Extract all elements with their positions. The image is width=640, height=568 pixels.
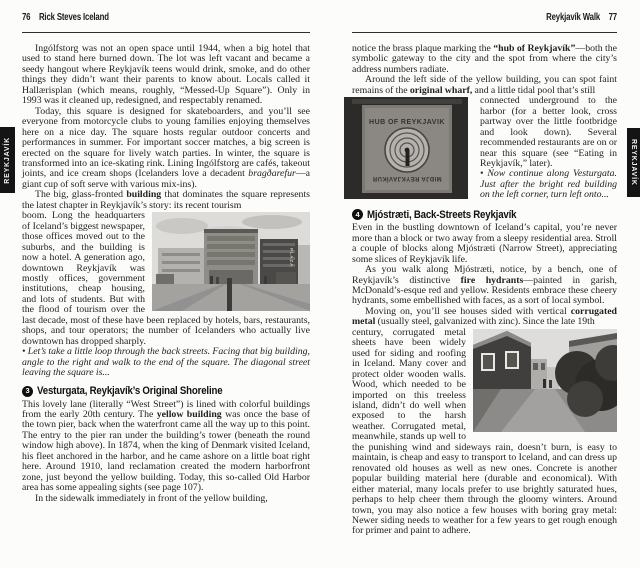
heading-mjostraeti [352, 209, 617, 220]
bush [567, 381, 603, 417]
heading-vesturgata-label: Vesturgata, Reykjavík’s Original Shoreline [37, 384, 223, 397]
stop-number-badge: 4 [352, 209, 363, 220]
plaque-bottom-text: MIÐJA REYKJAVÍKUR [372, 175, 442, 182]
paragraph-wharf-intro: Around the left side of the yellow building, you can spot faint remains of the original wharf, and a little tidal pool that’s still [352, 74, 617, 96]
chapter-title: Reykjavík Walk [546, 12, 601, 23]
paragraph-vesturgata: This lovely lane (literally “West Street”) is lined with colorful buildings from the early 20th century. The yellow building was once the base of the town pier, back when the waterfront came all the way up to this point. The entry to the pier ran under the building’s tower (beneath the round window high above). In 1874, when the king of Denmark visited Iceland, his fleet anchored in the harbor, and he came ashore on a little boat right here. Around 1910, land reclamation created the modern harborfront zone, just beyond the yellow building. Today, this so-called Old Harbor area has some appealing sights (see page 107). [22, 398, 310, 494]
photo-ingolfstorg-square [152, 212, 310, 311]
photo-mjostraeti-street [473, 329, 617, 432]
plaque-gnomon-shadow [406, 150, 410, 166]
stop-number-badge: 3 [22, 386, 33, 397]
heading-mjostraeti-label: Mjóstræti, Back-Streets Reykjavík [367, 208, 517, 221]
pedestrian [216, 277, 219, 284]
paragraph-sidewalk: In the sidewalk immediately in front of the yellow building, [35, 492, 268, 504]
page-number-right: 77 [608, 12, 617, 23]
header-left [22, 12, 310, 33]
page-left [22, 12, 310, 504]
book-title: Rick Steves Iceland [38, 12, 109, 23]
paragraph-downtown: Even in the bustling downtown of Iceland’s capital, you’re never more than a block or two away from a sleepy residential area. Stroll a couple of blocks along Mjóstræti (Narrow Street), appreciating some slices of Reykjavík life. [352, 222, 617, 265]
mjostraeti-street-illustration [473, 329, 617, 432]
page-number-left: 76 [22, 12, 31, 23]
paragraph-metal-wrap: century, corrugated metal sheets have been widely used for siding and roofing in Iceland. Many cover and protect older wooden walls. Wood, which needed to be imported on this treeless island, didn’t do well when exposed to the harsh weather. Corrugated metal, meanwhile, stands up well to the punishing wind and sideways rain, doesn’t burn, is easy to maintain, is cheap and easy to transport to Iceland, and can dress up renovated old houses as well as new ones. Concrete is another popular building material here (durable and economical). With either material, many locals prefer to use brightly saturated hues, perhaps to help cheer them through the gloomy winters. Around town, you may also notice a few houses with boring gray metal: Newer siding needs to weather for a few years to get rough enough for primer and paint to adhere. [352, 326, 617, 537]
pedestrian [549, 380, 552, 388]
paragraph-metal-intro: Moving on, you’ll see houses sided with vertical corrugated metal (usually steel, galvanized with zinc). Since the late 19th [352, 305, 617, 328]
pedestrian [210, 276, 213, 284]
right-page-body [352, 44, 617, 537]
photo-hub-plaque [344, 97, 468, 199]
paragraph-wharf-wrap: connected underground to the harbor (for a better look, cross partway over the little footbridge and look down). Several recommended restaurants are on or near this square (see “Eating in Reykjavík,” later). [480, 95, 617, 169]
section-tab-right [627, 128, 640, 197]
walking-directions-right: • Now continue along Vesturgata. Just after the bright red building on the left corner, turn left onto... [480, 168, 617, 201]
left-page-body [22, 44, 310, 504]
hub-plaque-illustration [344, 97, 468, 199]
paragraph-building-wrap: boom. Long the headquarters of Iceland’s biggest newspaper, those offices moved out to the suburbs, and the building is now a hotel. A generation ago, downtown Reykjavík was mostly offices, government institutions, cheap housing, and lots of students. But with the flood of tourism over the last decade, most of these have been replaced by hotels, bars, restaurants, shops, and tour operators; the number of Icelanders who actually live downtown has dropped sharply. [22, 210, 310, 347]
paragraph-today-square: Today, this square is designed for skateboarders, and you’ll see everyone from motorcycle clubs to young families enjoying themselves here on a nice day. The square hosts regular outdoor concerts and performances in summer. For important soccer matches, a big screen is erected on the square for lively watch parties. In winter, the square is transformed into an ice-skating rink. Lining Ingólfstorg are cafés, takeout joints, and ice cream shops (Icelanders love a decadent bragðarefur—a giant cup of soft serve with various mix-ins). [22, 105, 310, 190]
wrap-block-plaque-photo [352, 96, 617, 202]
header-right [352, 12, 617, 33]
pedestrian [543, 379, 546, 388]
heading-vesturgata [22, 386, 310, 397]
planter-left [156, 274, 174, 284]
ingolfstorg-square-illustration [152, 212, 310, 311]
plaza-sign-text: PLAZA [289, 248, 294, 268]
plaque-center-pin [405, 148, 410, 153]
paragraph-hydrants: As you walk along Mjóstræti, notice, by a bench, one of Reykjavík’s distinctive fire hydrants—painted in garish, McDonald’s-esque red and yellow. Residents embrace these cheery hydrants, some embellished with faces, as a sort of local symbol. [352, 264, 617, 307]
paragraph-ingolfstorg: Ingólfstorg was not an open space until 1944, when a big hotel that used to stand here burned down. The lot was left vacant and became a seedy hangout where Reykjavík teens would drink, smoke, and do other things they didn’t want their parents to know about. Locals called it Hallærisplan (which means, roughly, “Messed-Up Square”). Only in 1993 was it cleaned up, redesigned, and respectably renamed. [22, 43, 310, 107]
wrap-block-ingolfstorg-photo [22, 211, 310, 347]
planter-right [276, 272, 296, 284]
paragraph-building-intro: The big, glass-fronted building that dominates the square represents the latest chapter in Reykjavík’s story: its recent tourism [22, 189, 310, 211]
pedestrian [264, 276, 267, 284]
page-right [352, 12, 617, 537]
section-tab-left [0, 127, 15, 193]
walking-directions-left: • Let’s take a little loop through the back streets. Facing that big building, angle to the right and walk to the end of the square. The diagonal street leaving the square is... [22, 346, 310, 379]
plaque-top-text: HUB OF REYKJAVIK [369, 119, 445, 127]
foreground-pole [227, 278, 232, 311]
section-tab-right-label: REYKJAVÍK [630, 139, 637, 186]
wrap-block-street-photo [352, 328, 617, 537]
paragraph-hub-plaque: notice the brass plaque marking the “hub of Reykjavík”—both the symbolic gateway to the city and the spot from where the city’s address numbers radiate. [352, 43, 617, 75]
section-tab-left-label: REYKJAVÍK [4, 136, 11, 184]
